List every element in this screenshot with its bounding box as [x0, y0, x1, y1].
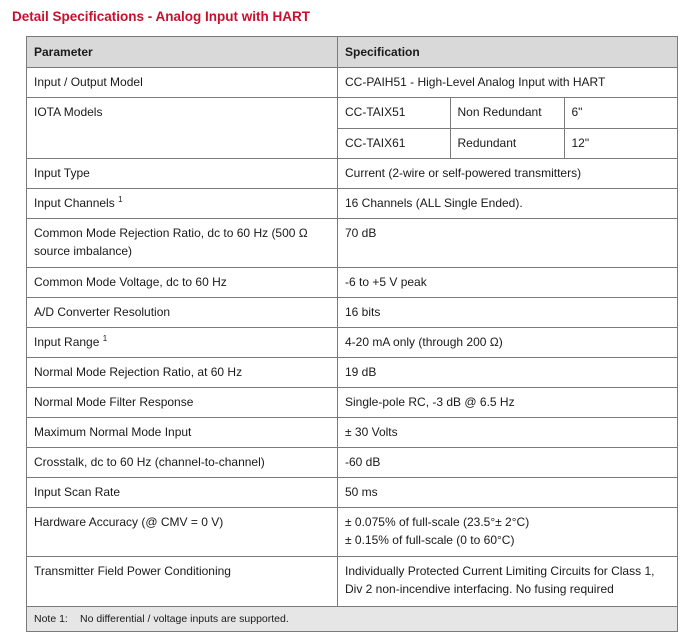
iota-redundancy: Redundant	[450, 128, 564, 158]
spec-line: ± 0.075% of full-scale (23.5°± 2°C)	[345, 515, 530, 529]
note-label: Note 1:	[34, 613, 68, 625]
note-cell	[27, 607, 678, 632]
param-cell: A/D Converter Resolution	[27, 298, 338, 328]
spec-cell	[338, 508, 678, 557]
iota-row	[338, 128, 677, 158]
spec-cell: 16 Channels (ALL Single Ended).	[338, 189, 678, 219]
spec-cell: Current (2-wire or self-powered transmitters)	[338, 159, 678, 189]
page-title: Detail Specifications - Analog Input with HART	[12, 9, 311, 24]
iota-redundancy: Non Redundant	[450, 98, 564, 128]
param-label: Input Channels	[34, 196, 115, 210]
table-row	[27, 328, 678, 358]
note-row	[27, 607, 678, 632]
iota-size: 12"	[571, 135, 590, 150]
spec-table	[26, 36, 678, 632]
table-row	[27, 298, 678, 328]
param-cell: Input Type	[27, 159, 338, 189]
iota-row	[338, 98, 677, 128]
table-row	[27, 418, 678, 448]
param-cell: Crosstalk, dc to 60 Hz (channel-to-channel)	[27, 448, 338, 478]
iota-model: CC-TAIX51	[338, 98, 450, 128]
param-cell: Normal Mode Filter Response	[27, 388, 338, 418]
table-row	[27, 98, 678, 159]
header-specification: Specification	[338, 37, 678, 68]
table-row	[27, 268, 678, 298]
spec-line: ± 0.15% of full-scale (0 to 60°C)	[345, 533, 515, 547]
spec-cell: Individually Protected Current Limiting Circuits for Class 1, Div 2 non-incendive interfacing. No fusing required	[338, 557, 678, 607]
spec-cell: 19 dB	[338, 358, 678, 388]
param-cell: Common Mode Voltage, dc to 60 Hz	[27, 268, 338, 298]
spec-cell: ± 30 Volts	[338, 418, 678, 448]
param-cell: Hardware Accuracy (@ CMV = 0 V)	[27, 508, 338, 557]
param-cell: Common Mode Rejection Ratio, dc to 60 Hz (500 Ω source imbalance)	[27, 219, 338, 268]
spec-cell: CC-PAIH51 - High-Level Analog Input with HART	[338, 68, 678, 98]
table-header-row	[27, 37, 678, 68]
table-row	[27, 508, 678, 557]
spec-cell: 16 bits	[338, 298, 678, 328]
param-cell: IOTA Models	[27, 98, 338, 159]
table-row	[27, 448, 678, 478]
table-row	[27, 478, 678, 508]
param-cell	[27, 189, 338, 219]
table-row	[27, 159, 678, 189]
spec-cell: 70 dB	[338, 219, 678, 268]
table-row	[27, 68, 678, 98]
iota-models-cell	[338, 98, 678, 159]
footnote-marker: 1	[102, 334, 108, 343]
spec-cell: -6 to +5 V peak	[338, 268, 678, 298]
spec-cell: 4-20 mA only (through 200 Ω)	[338, 328, 678, 358]
param-label: Input Range	[34, 335, 100, 349]
note-text: No differential / voltage inputs are supported.	[80, 613, 289, 625]
param-cell: Input Scan Rate	[27, 478, 338, 508]
iota-subtable	[338, 98, 677, 158]
param-cell: Maximum Normal Mode Input	[27, 418, 338, 448]
table-row	[27, 388, 678, 418]
header-parameter: Parameter	[27, 37, 338, 68]
param-cell	[27, 328, 338, 358]
spec-cell: -60 dB	[338, 448, 678, 478]
table-row	[27, 358, 678, 388]
iota-model: CC-TAIX61	[338, 128, 450, 158]
footnote-marker: 1	[118, 195, 123, 204]
param-cell: Normal Mode Rejection Ratio, at 60 Hz	[27, 358, 338, 388]
table-row	[27, 189, 678, 219]
table-row	[27, 219, 678, 268]
spec-cell: Single-pole RC, -3 dB @ 6.5 Hz	[338, 388, 678, 418]
spec-cell: 50 ms	[338, 478, 678, 508]
param-cell: Transmitter Field Power Conditioning	[27, 557, 338, 607]
param-cell: Input / Output Model	[27, 68, 338, 98]
iota-size: 6"	[564, 98, 677, 128]
table-row	[27, 557, 678, 607]
